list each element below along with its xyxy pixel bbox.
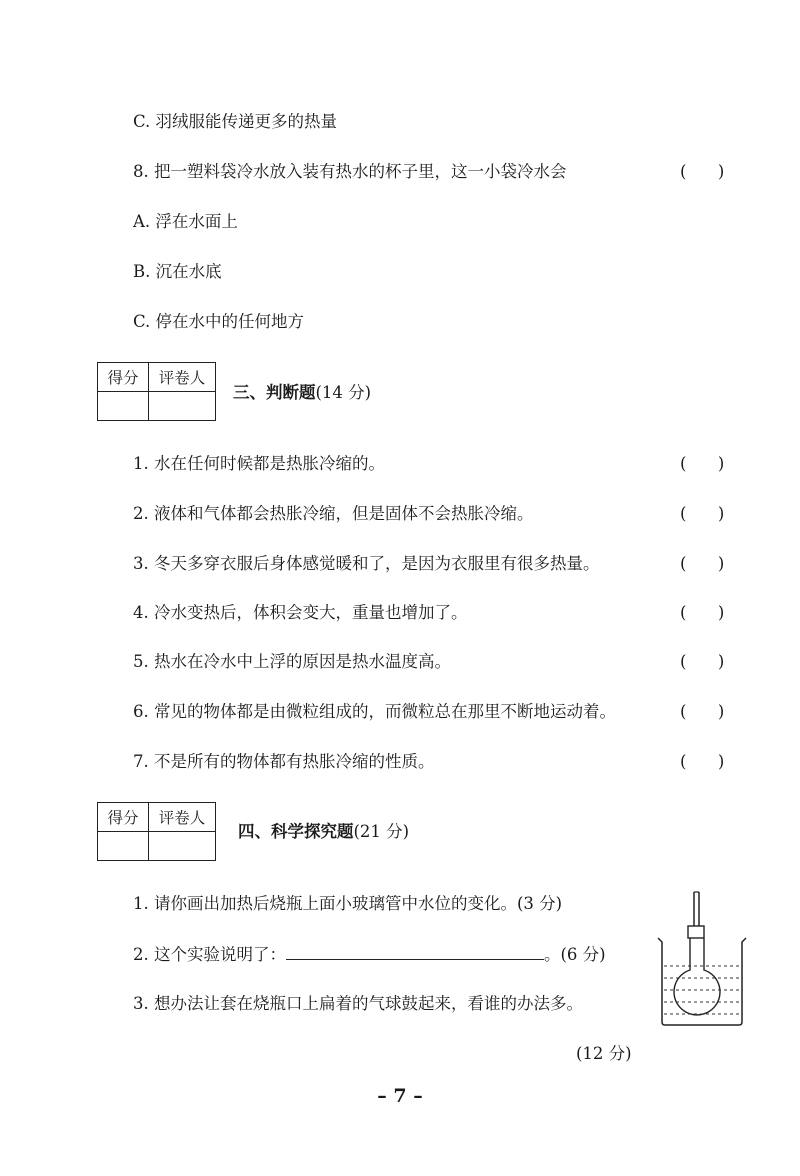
score-table-section3 <box>97 362 216 421</box>
q8-option-a: A. 浮在水面上 <box>133 212 238 231</box>
section4-q3: 3. 想办法让套在烧瓶口上扁着的气球鼓起来，看谁的办法多。 <box>133 994 583 1013</box>
stopper <box>688 926 704 938</box>
section3-item-2: 2. 液体和气体都会热胀冷缩，但是固体不会热胀冷缩。 <box>133 504 534 523</box>
grader-cell[interactable] <box>149 832 216 861</box>
section3-item-3-paren[interactable]: ( ) <box>680 554 725 573</box>
q8-answer-paren[interactable]: ( ) <box>680 162 725 181</box>
q8-question: 8. 把一塑料袋冷水放入装有热水的杯子里，这一小袋冷水会 <box>133 162 567 181</box>
grader-label: 评卷人 <box>149 363 216 392</box>
page-number: – 7 – <box>377 1085 423 1107</box>
section4-q1: 1. 请你画出加热后烧瓶上面小玻璃管中水位的变化。(3 分) <box>133 894 563 913</box>
section3-item-7: 7. 不是所有的物体都有热胀冷缩的性质。 <box>133 752 435 771</box>
section4-points: (21 分) <box>353 822 410 841</box>
grader-cell[interactable] <box>149 392 216 421</box>
section3-item-6: 6. 常见的物体都是由微粒组成的，而微粒总在那里不断地运动着。 <box>133 702 616 721</box>
score-label: 得分 <box>98 803 149 832</box>
grader-label: 评卷人 <box>149 803 216 832</box>
score-label: 得分 <box>98 363 149 392</box>
score-cell[interactable] <box>98 832 149 861</box>
section3-item-4: 4. 冷水变热后，体积会变大，重量也增加了。 <box>133 603 468 622</box>
section3-item-2-paren[interactable]: ( ) <box>680 504 725 523</box>
score-table-section4 <box>97 802 216 861</box>
section3-title: 三、判断题 <box>233 383 316 402</box>
answer-blank[interactable] <box>286 943 544 960</box>
q8-option-c: C. 停在水中的任何地方 <box>133 312 305 331</box>
section4-title: 四、科学探究题 <box>238 822 354 841</box>
section3-points: (14 分) <box>315 383 372 402</box>
section3-item-4-paren[interactable]: ( ) <box>680 603 725 622</box>
section3-item-5-paren[interactable]: ( ) <box>680 652 725 671</box>
beaker-outline <box>658 938 746 1025</box>
q8-option-b: B. 沉在水底 <box>133 262 222 281</box>
section3-item-7-paren[interactable]: ( ) <box>680 752 725 771</box>
section3-item-1: 1. 水在任何时候都是热胀冷缩的。 <box>133 454 385 473</box>
section4-q2-prefix: 2. 这个实验说明了： <box>133 945 286 964</box>
flask <box>674 938 720 1015</box>
section3-item-1-paren[interactable]: ( ) <box>680 454 725 473</box>
section4-q3-points: (12 分) <box>576 1044 632 1063</box>
section3-item-5: 5. 热水在冷水中上浮的原因是热水温度高。 <box>133 652 451 671</box>
section4-heading <box>238 821 409 843</box>
section3-heading <box>233 382 371 404</box>
beaker-flask-illustration <box>652 890 752 1030</box>
section4-q2 <box>133 943 606 966</box>
section4-q2-suffix: 。(6 分) <box>544 945 606 964</box>
section3-item-3: 3. 冬天多穿衣服后身体感觉暖和了，是因为衣服里有很多热量。 <box>133 554 600 573</box>
score-cell[interactable] <box>98 392 149 421</box>
section3-item-6-paren[interactable]: ( ) <box>680 702 725 721</box>
q7-option-c: C. 羽绒服能传递更多的热量 <box>133 112 338 131</box>
